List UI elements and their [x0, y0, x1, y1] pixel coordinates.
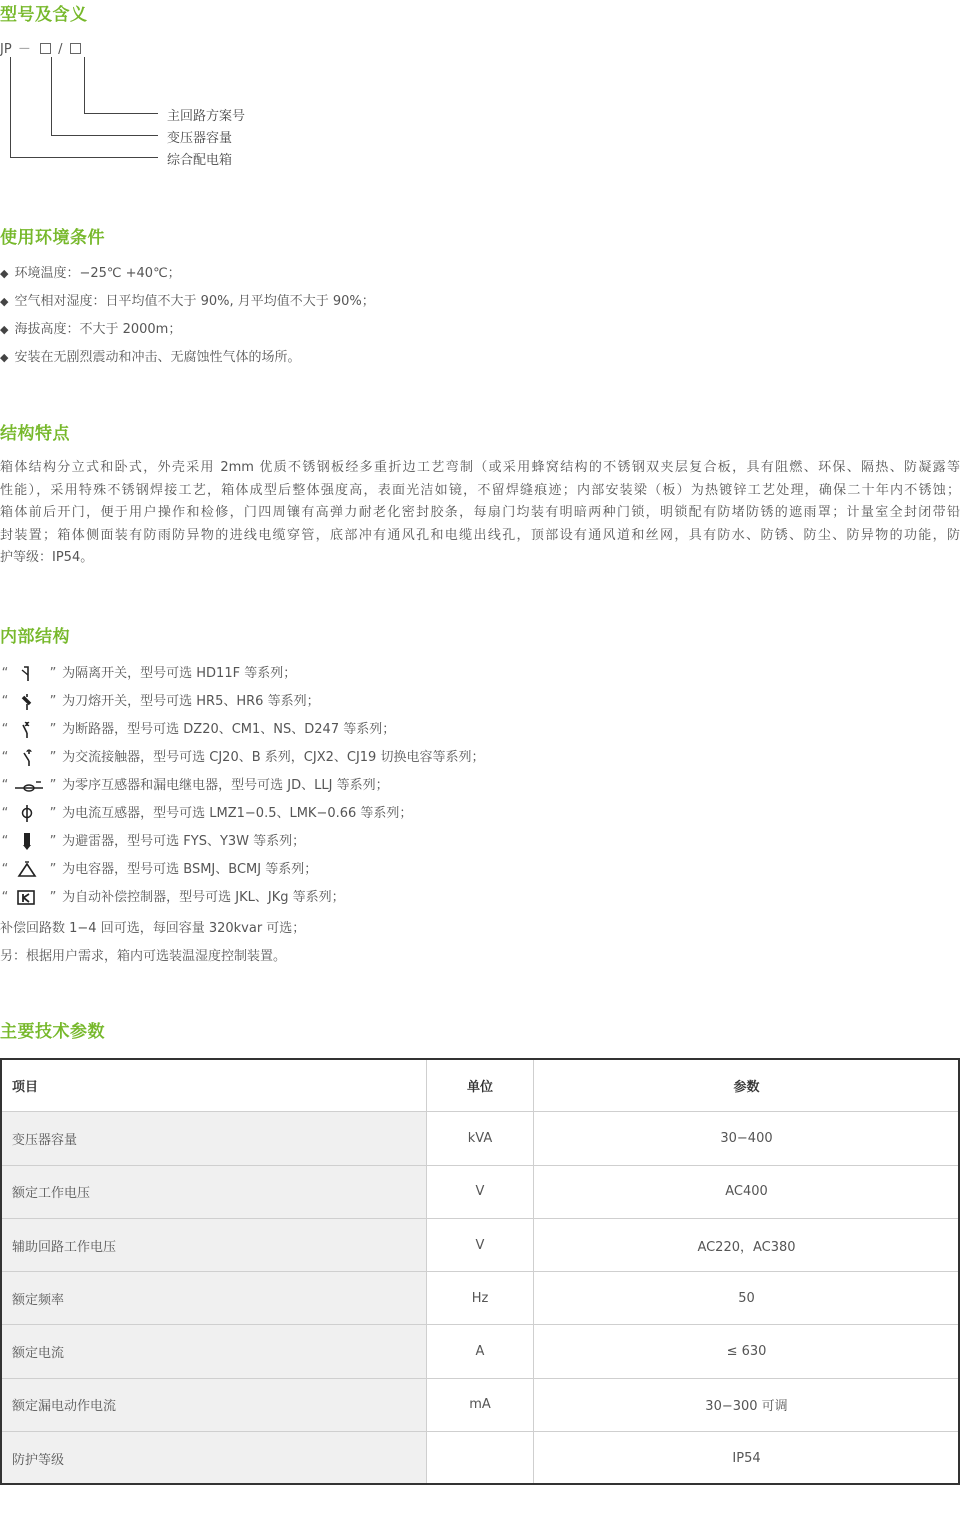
internal-item: “ ” 为隔离开关，型号可选 HD11F 等系列；	[1, 666, 297, 681]
table-cell-unit: kVA	[427, 1112, 534, 1165]
table-cell-value: AC220，AC380	[534, 1218, 960, 1271]
controller-k-icon	[10, 889, 48, 907]
table-row	[1, 1378, 960, 1431]
model-line-h3	[84, 113, 158, 114]
diamond-bullet-icon: ◆	[0, 351, 9, 364]
arrester-icon	[10, 833, 48, 851]
model-label-scheme: 主回路方案号	[167, 109, 246, 124]
isolating-switch-icon	[10, 665, 48, 683]
section-title-structure: 结构特点	[0, 424, 70, 444]
table-header-unit: 单位	[427, 1059, 534, 1112]
table-cell-item: 额定漏电动作电流	[1, 1378, 427, 1431]
model-slash: /	[58, 42, 63, 57]
env-item: ◆ 空气相对湿度：日平均值不大于 90%, 月平均值不大于 90%；	[0, 294, 375, 309]
internal-item: “ ” 为断路器，型号可选 DZ20、CM1、NS、D247 等系列；	[1, 722, 396, 737]
table-cell-item: 额定电流	[1, 1325, 427, 1378]
table-cell-item: 辅助回路工作电压	[1, 1218, 427, 1271]
structure-paragraph: 箱体结构分立式和卧式，外壳采用 2mm 优质不锈钢板经多重折边工艺弯制（或采用蜂窝结构的不锈钢双夹层复合板，具有阻燃、环保、隔热、防凝露等 性能），采用特殊不锈钢焊接工艺，箱体成型后整体强度高，表面光洁如镜，不留焊缝痕迹；内部安装梁（板）为热镀锌工艺处理，确保二十年内不锈蚀； 箱体前后开门，便于用户操作和检修，门四周镶有高弹力耐老化密封胶条，每扇门均装有明暗两种门锁，明锁配有防堵防锈的遮雨罩；计量室全封闭带铅 封装置；箱体侧面装有防雨防异物的进线电缆穿管，底部冲有通风孔和电缆出线孔，顶部设有通风道和丝网，具有防水、防锈、防尘、防异物的功能，防 护等级：IP54。	[0, 460, 960, 565]
fuse-switch-icon	[10, 693, 48, 711]
table-header-value: 参数	[534, 1059, 960, 1112]
current-transformer-icon	[10, 805, 48, 823]
table-cell-unit: mA	[427, 1378, 534, 1431]
table-row	[1, 1218, 960, 1271]
table-cell-item: 额定工作电压	[1, 1165, 427, 1218]
table-row	[1, 1432, 960, 1485]
table-cell-value: AC400	[534, 1165, 960, 1218]
table-cell-unit: A	[427, 1325, 534, 1378]
table-header-item: 项目	[1, 1059, 427, 1112]
internal-item: “ ” 为刀熔开关，型号可选 HR5、HR6 等系列；	[1, 694, 320, 709]
section-title-model: 型号及含义	[0, 5, 88, 25]
env-item: ◆ 安装在无剧烈震动和冲击、无腐蚀性气体的场所。	[0, 350, 301, 365]
table-cell-value: 30−400	[534, 1112, 960, 1165]
internal-item: “ ” 为交流接触器，型号可选 CJ20、B 系列，CJX2、CJ19 切换电容等系列；	[1, 750, 485, 765]
circuit-breaker-icon	[10, 721, 48, 739]
table-cell-item: 额定频率	[1, 1272, 427, 1325]
note-optional: 另：根据用户需求，箱内可选装温湿度控制装置。	[0, 949, 287, 964]
table-cell-unit: V	[427, 1165, 534, 1218]
model-box-2	[70, 43, 81, 54]
diamond-bullet-icon: ◆	[0, 267, 9, 280]
model-line-v3	[84, 57, 85, 114]
internal-item: “ ” 为零序互感器和漏电继电器，型号可选 JD、LLJ 等系列；	[1, 778, 389, 793]
diamond-bullet-icon: ◆	[0, 323, 9, 336]
table-cell-item: 变压器容量	[1, 1112, 427, 1165]
table-row	[1, 1325, 960, 1378]
section-title-internal: 内部结构	[0, 627, 70, 647]
env-item: ◆ 环境温度：−25℃ +40℃；	[0, 266, 181, 281]
internal-item: “ ” 为电流互感器，型号可选 LMZ1−0.5、LMK−0.66 等系列；	[1, 806, 413, 821]
table-cell-value: ≤ 630	[534, 1325, 960, 1378]
diamond-bullet-icon: ◆	[0, 295, 9, 308]
table-cell-item: 防护等级	[1, 1432, 427, 1485]
params-table	[0, 1058, 960, 1485]
table-cell-unit	[427, 1432, 534, 1485]
table-cell-value: IP54	[534, 1432, 960, 1485]
model-line-h1	[10, 157, 158, 158]
capacitor-icon	[10, 861, 48, 879]
table-cell-unit: V	[427, 1218, 534, 1271]
model-box-1	[40, 43, 51, 54]
env-item: ◆ 海拔高度：不大于 2000m；	[0, 322, 182, 337]
table-cell-value: 30−300 可调	[534, 1378, 960, 1431]
internal-item: “ ” 为避雷器，型号可选 FYS、Y3W 等系列；	[1, 834, 306, 849]
table-cell-value: 50	[534, 1272, 960, 1325]
table-cell-unit: Hz	[427, 1272, 534, 1325]
model-label-capacity: 变压器容量	[167, 131, 233, 146]
model-dash: －	[17, 42, 31, 57]
model-line-v2	[51, 57, 52, 136]
table-row	[1, 1272, 960, 1325]
contactor-icon	[10, 749, 48, 767]
internal-item: “ ” 为自动补偿控制器，型号可选 JKL、JKg 等系列；	[1, 890, 345, 905]
section-title-env: 使用环境条件	[0, 228, 105, 248]
table-header-row	[1, 1059, 960, 1112]
table-row	[1, 1112, 960, 1165]
model-line-v1	[10, 57, 11, 158]
table-row	[1, 1165, 960, 1218]
section-title-params: 主要技术参数	[0, 1022, 105, 1042]
note-compensation: 补偿回路数 1−4 回可选，每回容量 320kvar 可选；	[0, 921, 306, 936]
internal-item: “ ” 为电容器，型号可选 BSMJ、BCMJ 等系列；	[1, 862, 318, 877]
model-line-h2	[51, 135, 158, 136]
model-code	[0, 38, 84, 57]
zero-sequence-ct-icon	[10, 777, 48, 795]
model-label-box: 综合配电箱	[167, 153, 233, 168]
model-prefix: JP	[0, 42, 12, 57]
